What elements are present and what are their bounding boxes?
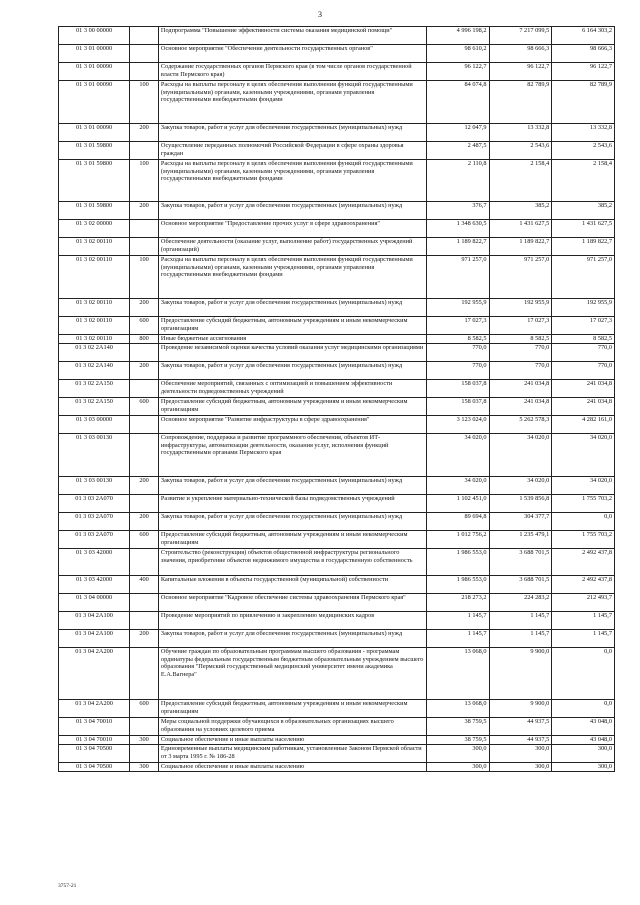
- table-row: [59, 202, 615, 220]
- amount-year-3-cell: 6 164 303,2: [552, 27, 615, 45]
- amount-year-1-cell: 1 145,7: [426, 612, 489, 630]
- expense-type-code-cell: 300: [130, 736, 159, 745]
- table-row: [59, 398, 615, 416]
- target-article-code-cell: 01 3 02 00110: [59, 256, 130, 299]
- target-article-code-cell: 01 3 03 00130: [59, 477, 130, 495]
- amount-year-3-cell: 43 048,0: [552, 718, 615, 736]
- table-row: [59, 648, 615, 700]
- table-row: [59, 362, 615, 380]
- amount-year-1-cell: 1 012 756,2: [426, 531, 489, 549]
- amount-year-2-cell: 9 900,0: [489, 648, 552, 700]
- expense-type-code-cell: [130, 416, 159, 434]
- amount-year-2-cell: 1 235 479,1: [489, 531, 552, 549]
- table-row: [59, 380, 615, 398]
- amount-year-1-cell: 158 037,8: [426, 398, 489, 416]
- expense-type-code-cell: 200: [130, 630, 159, 648]
- item-name-cell: Подпрограмма "Повышение эффективности системы оказания медицинской помощи": [158, 27, 426, 45]
- amount-year-3-cell: 2 492 437,8: [552, 549, 615, 576]
- target-article-code-cell: 01 3 02 2А140: [59, 344, 130, 362]
- table-row: [59, 745, 615, 763]
- amount-year-1-cell: 1 102 451,0: [426, 495, 489, 513]
- item-name-cell: Закупка товаров, работ и услуг для обеспечения государственных (муниципальных) нужд: [158, 124, 426, 142]
- item-name-cell: Закупка товаров, работ и услуг для обеспечения государственных (муниципальных) нужд: [158, 299, 426, 317]
- amount-year-2-cell: 1 145,7: [489, 612, 552, 630]
- item-name-cell: Предоставление субсидий бюджетным, автономным учреждениям и иным некоммерческим организациям: [158, 531, 426, 549]
- table-row: [59, 630, 615, 648]
- table-row: [59, 220, 615, 238]
- amount-year-3-cell: 8 582,5: [552, 335, 615, 344]
- item-name-cell: Осуществление переданных полномочий Российской Федерации в сфере охраны здоровья граждан: [158, 142, 426, 160]
- expense-type-code-cell: 600: [130, 317, 159, 335]
- amount-year-2-cell: 241 034,8: [489, 380, 552, 398]
- table-row: [59, 81, 615, 124]
- target-article-code-cell: 01 3 01 00000: [59, 45, 130, 63]
- amount-year-1-cell: 98 610,2: [426, 45, 489, 63]
- table-row: [59, 763, 615, 772]
- table-row: [59, 718, 615, 736]
- table-row: [59, 344, 615, 362]
- amount-year-2-cell: 17 027,3: [489, 317, 552, 335]
- item-name-cell: Основное мероприятие "Развитие инфраструктуры в сфере здравоохранения": [158, 416, 426, 434]
- amount-year-1-cell: 96 122,7: [426, 63, 489, 81]
- expense-type-code-cell: 400: [130, 576, 159, 594]
- expense-type-code-cell: 100: [130, 256, 159, 299]
- amount-year-2-cell: 971 257,0: [489, 256, 552, 299]
- amount-year-1-cell: 1 986 553,0: [426, 576, 489, 594]
- item-name-cell: Основное мероприятие "Кадровое обеспечение системы здравоохранения Пермского края": [158, 594, 426, 612]
- amount-year-3-cell: 43 048,0: [552, 736, 615, 745]
- amount-year-2-cell: 2 543,6: [489, 142, 552, 160]
- target-article-code-cell: 01 3 04 70500: [59, 745, 130, 763]
- item-name-cell: Социальное обеспечение и иные выплаты населению: [158, 736, 426, 745]
- amount-year-3-cell: 241 034,8: [552, 380, 615, 398]
- amount-year-2-cell: 1 539 856,8: [489, 495, 552, 513]
- amount-year-2-cell: 44 937,5: [489, 736, 552, 745]
- amount-year-3-cell: 96 122,7: [552, 63, 615, 81]
- table-row: [59, 142, 615, 160]
- item-name-cell: Закупка товаров, работ и услуг для обеспечения государственных (муниципальных) нужд: [158, 630, 426, 648]
- amount-year-1-cell: 34 020,0: [426, 477, 489, 495]
- amount-year-2-cell: 300,0: [489, 745, 552, 763]
- table-row: [59, 416, 615, 434]
- amount-year-2-cell: 96 122,7: [489, 63, 552, 81]
- amount-year-2-cell: 3 688 701,5: [489, 549, 552, 576]
- amount-year-1-cell: 12 047,9: [426, 124, 489, 142]
- amount-year-3-cell: 770,0: [552, 362, 615, 380]
- amount-year-1-cell: 192 955,9: [426, 299, 489, 317]
- target-article-code-cell: 01 3 02 2А150: [59, 398, 130, 416]
- table-row: [59, 531, 615, 549]
- expense-type-code-cell: [130, 238, 159, 256]
- expense-type-code-cell: [130, 45, 159, 63]
- target-article-code-cell: 01 3 03 42000: [59, 549, 130, 576]
- amount-year-1-cell: 34 020,0: [426, 434, 489, 477]
- target-article-code-cell: 01 3 01 59800: [59, 142, 130, 160]
- expense-type-code-cell: [130, 612, 159, 630]
- item-name-cell: Обеспечение мероприятий, связанных с оптимизацией и повышением эффективности деятельности подведомственных учреждений: [158, 380, 426, 398]
- amount-year-1-cell: 89 694,8: [426, 513, 489, 531]
- amount-year-2-cell: 1 431 627,5: [489, 220, 552, 238]
- expense-type-code-cell: [130, 63, 159, 81]
- target-article-code-cell: 01 3 00 00000: [59, 27, 130, 45]
- amount-year-2-cell: 241 034,8: [489, 398, 552, 416]
- amount-year-3-cell: 4 282 161,0: [552, 416, 615, 434]
- item-name-cell: Закупка товаров, работ и услуг для обеспечения государственных (муниципальных) нужд: [158, 202, 426, 220]
- amount-year-3-cell: 971 257,0: [552, 256, 615, 299]
- item-name-cell: Закупка товаров, работ и услуг для обеспечения государственных (муниципальных) нужд: [158, 477, 426, 495]
- table-row: [59, 549, 615, 576]
- amount-year-3-cell: 0,0: [552, 513, 615, 531]
- amount-year-3-cell: 241 034,8: [552, 398, 615, 416]
- expense-type-code-cell: 200: [130, 299, 159, 317]
- amount-year-2-cell: 34 020,0: [489, 477, 552, 495]
- target-article-code-cell: 01 3 04 00000: [59, 594, 130, 612]
- expense-type-code-cell: 100: [130, 160, 159, 202]
- document-footer-code: 3757-21: [58, 883, 77, 889]
- item-name-cell: Капитальные вложения в объекты государственной (муниципальной) собственности: [158, 576, 426, 594]
- expense-type-code-cell: [130, 220, 159, 238]
- amount-year-3-cell: 0,0: [552, 700, 615, 718]
- amount-year-1-cell: 971 257,0: [426, 256, 489, 299]
- budget-table: [58, 26, 615, 772]
- table-row: [59, 612, 615, 630]
- item-name-cell: Проведение независимой оценки качества условий оказания услуг медицинскими организациями: [158, 344, 426, 362]
- table-row: [59, 594, 615, 612]
- expense-type-code-cell: [130, 495, 159, 513]
- table-row: [59, 495, 615, 513]
- item-name-cell: Предоставление субсидий бюджетным, автономным учреждениям и иным некоммерческим организациям: [158, 700, 426, 718]
- item-name-cell: Предоставление субсидий бюджетным, автономным учреждениям и иным некоммерческим организациям: [158, 317, 426, 335]
- target-article-code-cell: 01 3 04 2А100: [59, 630, 130, 648]
- table-row: [59, 513, 615, 531]
- amount-year-3-cell: 385,2: [552, 202, 615, 220]
- amount-year-2-cell: 44 937,5: [489, 718, 552, 736]
- item-name-cell: Закупка товаров, работ и услуг для обеспечения государственных (муниципальных) нужд: [158, 513, 426, 531]
- item-name-cell: Сопровождение, поддержка и развитие программного обеспечения, объектов ИТ-инфраструктуры, автоматизации деятельности, оказания услуг, исполнения функций государственными органами Пермского края: [158, 434, 426, 477]
- expense-type-code-cell: 800: [130, 335, 159, 344]
- amount-year-2-cell: 98 666,3: [489, 45, 552, 63]
- amount-year-2-cell: 2 158,4: [489, 160, 552, 202]
- target-article-code-cell: 01 3 02 00110: [59, 335, 130, 344]
- amount-year-2-cell: 34 020,0: [489, 434, 552, 477]
- table-row: [59, 45, 615, 63]
- amount-year-3-cell: 1 145,7: [552, 612, 615, 630]
- amount-year-3-cell: 0,0: [552, 648, 615, 700]
- expense-type-code-cell: 600: [130, 531, 159, 549]
- amount-year-3-cell: 13 332,8: [552, 124, 615, 142]
- amount-year-1-cell: 8 582,5: [426, 335, 489, 344]
- page-number: 3: [318, 10, 322, 19]
- expense-type-code-cell: 300: [130, 763, 159, 772]
- amount-year-2-cell: 82 789,9: [489, 81, 552, 124]
- table-row: [59, 477, 615, 495]
- expense-type-code-cell: [130, 142, 159, 160]
- item-name-cell: Иные бюджетные ассигнования: [158, 335, 426, 344]
- amount-year-3-cell: 300,0: [552, 745, 615, 763]
- amount-year-3-cell: 34 020,0: [552, 434, 615, 477]
- target-article-code-cell: 01 3 03 00130: [59, 434, 130, 477]
- amount-year-3-cell: 1 755 703,2: [552, 531, 615, 549]
- expense-type-code-cell: 200: [130, 513, 159, 531]
- amount-year-3-cell: 1 755 703,2: [552, 495, 615, 513]
- target-article-code-cell: 01 3 04 70010: [59, 736, 130, 745]
- expense-type-code-cell: [130, 594, 159, 612]
- amount-year-1-cell: 300,0: [426, 745, 489, 763]
- amount-year-3-cell: 770,0: [552, 344, 615, 362]
- expense-type-code-cell: [130, 549, 159, 576]
- table-row: [59, 700, 615, 718]
- table-row: [59, 124, 615, 142]
- target-article-code-cell: 01 3 04 2А100: [59, 612, 130, 630]
- amount-year-2-cell: 224 283,2: [489, 594, 552, 612]
- amount-year-3-cell: 212 493,7: [552, 594, 615, 612]
- amount-year-3-cell: 98 666,3: [552, 45, 615, 63]
- amount-year-3-cell: 82 789,9: [552, 81, 615, 124]
- target-article-code-cell: 01 3 04 2А200: [59, 700, 130, 718]
- expense-type-code-cell: 200: [130, 124, 159, 142]
- item-name-cell: Содержание государственных органов Пермского края (в том числе органов государственной власти Пермского края): [158, 63, 426, 81]
- amount-year-3-cell: 1 145,7: [552, 630, 615, 648]
- amount-year-2-cell: 3 688 701,5: [489, 576, 552, 594]
- expense-type-code-cell: 200: [130, 202, 159, 220]
- item-name-cell: Строительство (реконструкция) объектов общественной инфраструктуры регионального значения, приобретение объектов недвижимого имущества в государственную собственность: [158, 549, 426, 576]
- amount-year-1-cell: 13 068,0: [426, 700, 489, 718]
- amount-year-3-cell: 300,0: [552, 763, 615, 772]
- item-name-cell: Проведение мероприятий по привлечению и закреплению медицинских кадров: [158, 612, 426, 630]
- target-article-code-cell: 01 3 04 2А200: [59, 648, 130, 700]
- item-name-cell: Обучение граждан по образовательным программам высшего образования - программам ординатуры федеральным государственным бюджетным образовательным учреждением высшего образования "Пермский государственный медицинский университет имени академика Е.А.Вагнера": [158, 648, 426, 700]
- table-row: [59, 238, 615, 256]
- item-name-cell: Расходы на выплаты персоналу в целях обеспечения выполнения функций государственными (муниципальными) органами, казенными учреждениями, органами управления государственными внебюджетными фондами: [158, 81, 426, 124]
- table-row: [59, 299, 615, 317]
- amount-year-2-cell: 1 189 822,7: [489, 238, 552, 256]
- target-article-code-cell: 01 3 01 59800: [59, 160, 130, 202]
- amount-year-1-cell: 300,0: [426, 763, 489, 772]
- amount-year-1-cell: 1 986 553,0: [426, 549, 489, 576]
- amount-year-1-cell: 38 759,5: [426, 736, 489, 745]
- target-article-code-cell: 01 3 03 2А070: [59, 513, 130, 531]
- item-name-cell: Основное мероприятие "Обеспечение деятельности государственных органов": [158, 45, 426, 63]
- amount-year-1-cell: 158 037,8: [426, 380, 489, 398]
- amount-year-1-cell: 17 027,3: [426, 317, 489, 335]
- amount-year-3-cell: 17 027,3: [552, 317, 615, 335]
- table-row: [59, 27, 615, 45]
- target-article-code-cell: 01 3 02 2А150: [59, 380, 130, 398]
- item-name-cell: Социальное обеспечение и иные выплаты населению: [158, 763, 426, 772]
- target-article-code-cell: 01 3 01 00090: [59, 81, 130, 124]
- target-article-code-cell: 01 3 01 00090: [59, 63, 130, 81]
- item-name-cell: Закупка товаров, работ и услуг для обеспечения государственных (муниципальных) нужд: [158, 362, 426, 380]
- amount-year-1-cell: 2 110,8: [426, 160, 489, 202]
- amount-year-1-cell: 3 123 024,0: [426, 416, 489, 434]
- target-article-code-cell: 01 3 02 00110: [59, 299, 130, 317]
- target-article-code-cell: 01 3 02 00000: [59, 220, 130, 238]
- expense-type-code-cell: [130, 27, 159, 45]
- expense-type-code-cell: 600: [130, 398, 159, 416]
- table-row: [59, 256, 615, 299]
- amount-year-3-cell: 34 020,0: [552, 477, 615, 495]
- amount-year-2-cell: 192 955,9: [489, 299, 552, 317]
- expense-type-code-cell: [130, 718, 159, 736]
- amount-year-1-cell: 770,0: [426, 344, 489, 362]
- amount-year-2-cell: 385,2: [489, 202, 552, 220]
- target-article-code-cell: 01 3 02 00110: [59, 317, 130, 335]
- amount-year-2-cell: 1 145,7: [489, 630, 552, 648]
- item-name-cell: Расходы на выплаты персоналу в целях обеспечения выполнения функций государственными (муниципальными) органами, казенными учреждениями, органами управления государственными внебюджетными фондами: [158, 256, 426, 299]
- amount-year-3-cell: 1 431 627,5: [552, 220, 615, 238]
- amount-year-1-cell: 84 074,8: [426, 81, 489, 124]
- amount-year-2-cell: 9 900,0: [489, 700, 552, 718]
- amount-year-3-cell: 2 158,4: [552, 160, 615, 202]
- amount-year-1-cell: 218 273,2: [426, 594, 489, 612]
- target-article-code-cell: 01 3 02 2А140: [59, 362, 130, 380]
- amount-year-3-cell: 192 955,9: [552, 299, 615, 317]
- target-article-code-cell: 01 3 03 00000: [59, 416, 130, 434]
- expense-type-code-cell: 600: [130, 700, 159, 718]
- amount-year-3-cell: 2 492 437,8: [552, 576, 615, 594]
- amount-year-2-cell: 300,0: [489, 763, 552, 772]
- amount-year-3-cell: 2 543,6: [552, 142, 615, 160]
- item-name-cell: Обеспечение деятельности (оказание услуг, выполнение работ) государственных учреждений (организаций): [158, 238, 426, 256]
- amount-year-1-cell: 1 189 822,7: [426, 238, 489, 256]
- expense-type-code-cell: 200: [130, 362, 159, 380]
- item-name-cell: Меры социальной поддержки обучающихся в образовательных организациях высшего образования на условиях целевого приема: [158, 718, 426, 736]
- table-row: [59, 63, 615, 81]
- amount-year-1-cell: 2 487,5: [426, 142, 489, 160]
- table-row: [59, 736, 615, 745]
- target-article-code-cell: 01 3 02 00110: [59, 238, 130, 256]
- item-name-cell: Основное мероприятие "Предоставление прочих услуг в сфере здравоохранения": [158, 220, 426, 238]
- amount-year-1-cell: 770,0: [426, 362, 489, 380]
- table-row: [59, 576, 615, 594]
- item-name-cell: Предоставление субсидий бюджетным, автономным учреждениям и иным некоммерческим организациям: [158, 398, 426, 416]
- expense-type-code-cell: [130, 344, 159, 362]
- amount-year-1-cell: 1 348 630,5: [426, 220, 489, 238]
- amount-year-2-cell: 8 582,5: [489, 335, 552, 344]
- expense-type-code-cell: 100: [130, 81, 159, 124]
- table-row: [59, 160, 615, 202]
- target-article-code-cell: 01 3 03 2А070: [59, 531, 130, 549]
- amount-year-2-cell: 770,0: [489, 362, 552, 380]
- expense-type-code-cell: [130, 380, 159, 398]
- table-row: [59, 317, 615, 335]
- target-article-code-cell: 01 3 04 70500: [59, 763, 130, 772]
- target-article-code-cell: 01 3 01 00090: [59, 124, 130, 142]
- target-article-code-cell: 01 3 03 2А070: [59, 495, 130, 513]
- amount-year-3-cell: 1 189 822,7: [552, 238, 615, 256]
- item-name-cell: Расходы на выплаты персоналу в целях обеспечения выполнения функций государственными (муниципальными) органами, казенными учреждениями, органами управления государственными внебюджетными фондами: [158, 160, 426, 202]
- expense-type-code-cell: [130, 648, 159, 700]
- item-name-cell: Единовременные выплаты медицинским работникам, установленные Законом Пермской области от 3 марта 1995 г. № 186-28: [158, 745, 426, 763]
- amount-year-2-cell: 770,0: [489, 344, 552, 362]
- amount-year-1-cell: 376,7: [426, 202, 489, 220]
- amount-year-1-cell: 4 996 198,2: [426, 27, 489, 45]
- expense-type-code-cell: 200: [130, 477, 159, 495]
- table-row: [59, 335, 615, 344]
- amount-year-1-cell: 1 145,7: [426, 630, 489, 648]
- amount-year-2-cell: 5 262 578,3: [489, 416, 552, 434]
- amount-year-1-cell: 13 068,0: [426, 648, 489, 700]
- target-article-code-cell: 01 3 04 70010: [59, 718, 130, 736]
- amount-year-2-cell: 7 217 099,5: [489, 27, 552, 45]
- amount-year-1-cell: 38 759,5: [426, 718, 489, 736]
- table-row: [59, 434, 615, 477]
- expense-type-code-cell: [130, 745, 159, 763]
- expense-type-code-cell: [130, 434, 159, 477]
- amount-year-2-cell: 13 332,8: [489, 124, 552, 142]
- target-article-code-cell: 01 3 03 42000: [59, 576, 130, 594]
- target-article-code-cell: 01 3 01 59800: [59, 202, 130, 220]
- item-name-cell: Развитие и укрепление материально-технической базы подведомственных учреждений: [158, 495, 426, 513]
- amount-year-2-cell: 304 377,7: [489, 513, 552, 531]
